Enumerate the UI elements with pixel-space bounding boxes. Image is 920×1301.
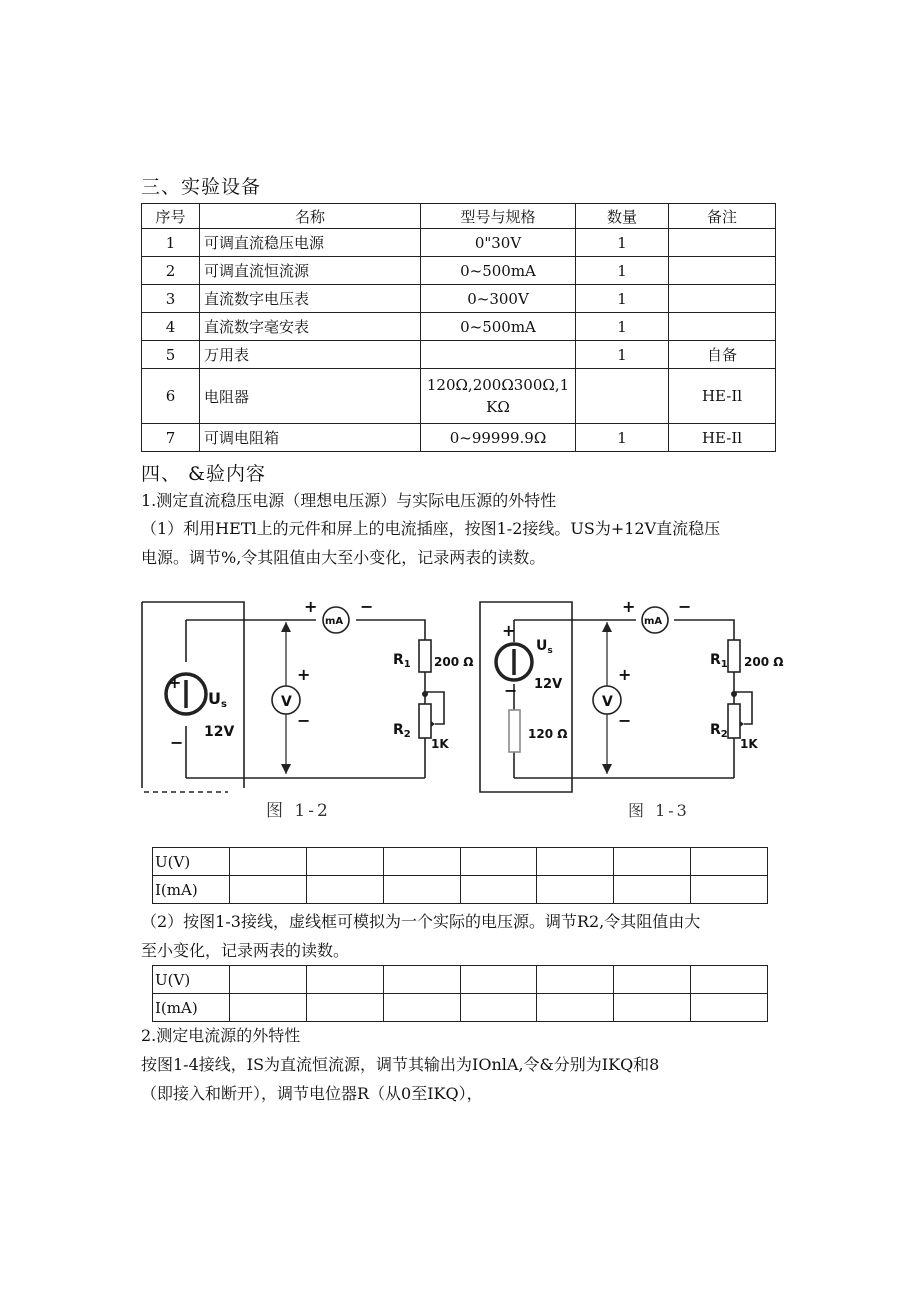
empty-cell xyxy=(537,966,614,994)
header-cell: 备注 xyxy=(669,204,776,229)
equipment-note xyxy=(669,257,776,285)
row-number: 7 xyxy=(142,424,200,452)
equipment-qty: 1 xyxy=(576,424,669,452)
item1-step1-line2: 电源。调节%,令其阻值由大至小变化，记录两表的读数。 xyxy=(141,548,546,567)
ma-plus-sign: + xyxy=(622,597,636,616)
equipment-note xyxy=(669,285,776,313)
empty-cell xyxy=(306,994,383,1022)
source-plus-sign: + xyxy=(502,621,516,640)
empty-cell xyxy=(460,848,537,876)
equipment-qty: 1 xyxy=(576,313,669,341)
equipment-note: 自备 xyxy=(669,341,776,369)
source-name: $U_s$ xyxy=(536,638,553,656)
source-value: 12V xyxy=(534,677,563,692)
source-minus-sign: − xyxy=(504,681,518,700)
source-minus-sign: − xyxy=(170,733,184,752)
empty-cell xyxy=(537,994,614,1022)
resistor-r1-symbol xyxy=(728,640,740,672)
header-cell: 序号 xyxy=(142,204,200,229)
equipment-spec xyxy=(421,341,576,369)
empty-cell xyxy=(383,848,460,876)
row-number: 2 xyxy=(142,257,200,285)
equipment-name: 万用表 xyxy=(200,341,421,369)
row-label: I(mA) xyxy=(153,876,230,904)
empty-cell xyxy=(306,966,383,994)
empty-cell xyxy=(383,966,460,994)
ma-minus-sign: − xyxy=(360,597,374,616)
table-row xyxy=(153,966,768,994)
empty-cell xyxy=(614,994,691,1022)
resistor-r2-symbol xyxy=(419,704,431,738)
row-label: U(V) xyxy=(153,848,230,876)
row-number: 3 xyxy=(142,285,200,313)
row-label: U(V) xyxy=(153,966,230,994)
header-cell: 名称 xyxy=(200,204,421,229)
empty-cell xyxy=(537,876,614,904)
row-number: 1 xyxy=(142,229,200,257)
item2-title: 2.测定电流源的外特性 xyxy=(141,1026,301,1045)
equipment-qty: 1 xyxy=(576,285,669,313)
item1-step2-line2: 至小变化，记录两表的读数。 xyxy=(141,941,350,960)
measurement-table-a xyxy=(152,847,768,904)
measurement-table-b xyxy=(152,965,768,1022)
equipment-table xyxy=(141,203,776,452)
empty-cell xyxy=(229,848,306,876)
figure-1-3-circuit xyxy=(476,592,796,824)
voltmeter-label: V xyxy=(602,694,613,710)
r2-value: 1K xyxy=(431,737,449,751)
table-row xyxy=(153,848,768,876)
item1-title: 1.测定直流稳压电源（理想电压源）与实际电压源的外特性 xyxy=(141,491,557,510)
r1-value: 200 Ω xyxy=(744,655,784,669)
r2-name: $R_2$ xyxy=(393,722,411,740)
table-row xyxy=(142,285,776,313)
empty-cell xyxy=(460,876,537,904)
empty-cell xyxy=(614,966,691,994)
empty-cell xyxy=(691,966,768,994)
empty-cell xyxy=(460,994,537,1022)
empty-cell xyxy=(691,994,768,1022)
table-row xyxy=(153,876,768,904)
empty-cell xyxy=(691,848,768,876)
v-minus-sign: − xyxy=(297,711,311,730)
empty-cell xyxy=(229,876,306,904)
equipment-spec-line: 120Ω,200Ω300Ω,1 xyxy=(426,376,570,394)
equipment-spec xyxy=(421,369,576,424)
item1-step2-line1: （2）按图1-3接线，虚线框可模拟为一个实际的电压源。调节R2,令其阻值由大 xyxy=(141,912,701,931)
item2-line2: （即接入和断开），调节电位器R（从0至IKQ）， xyxy=(141,1084,483,1103)
equipment-note xyxy=(669,229,776,257)
ma-minus-sign: − xyxy=(678,597,692,616)
empty-cell xyxy=(229,994,306,1022)
row-number: 4 xyxy=(142,313,200,341)
equipment-name: 直流数字毫安表 xyxy=(200,313,421,341)
empty-cell xyxy=(691,876,768,904)
source-name: Us xyxy=(208,689,227,710)
equipment-name: 可调直流稳压电源 xyxy=(200,229,421,257)
section-heading-content: 四、 &验内容 xyxy=(141,463,266,485)
table-row xyxy=(153,994,768,1022)
empty-cell xyxy=(383,994,460,1022)
item1-step1-line1: （1）利用HETl上的元件和屏上的电流插座，按图1-2接线。US为+12V直流稳压 xyxy=(141,519,721,538)
internal-resistor-value: 120 Ω xyxy=(528,727,568,741)
equipment-spec-line: KΩ xyxy=(486,398,510,416)
equipment-note: HE-Il xyxy=(669,424,776,452)
equipment-note xyxy=(669,313,776,341)
equipment-spec: 0~99999.9Ω xyxy=(421,424,576,452)
row-number: 6 xyxy=(142,369,200,424)
equipment-qty: 1 xyxy=(576,257,669,285)
equipment-name: 电阻器 xyxy=(200,369,421,424)
equipment-name: 可调直流恒流源 xyxy=(200,257,421,285)
v-plus-sign: + xyxy=(297,665,311,684)
empty-cell xyxy=(460,966,537,994)
r2-value: 1K xyxy=(740,737,758,751)
equipment-note: HE-Il xyxy=(669,369,776,424)
item2-line1: 按图1-4接线，IS为直流恒流源，调节其输出为IOnlA,令&分别为IKQ和8 xyxy=(141,1055,660,1074)
empty-cell xyxy=(614,848,691,876)
equipment-name: 直流数字电压表 xyxy=(200,285,421,313)
header-cell: 数量 xyxy=(576,204,669,229)
milliammeter-label: mA xyxy=(325,616,344,627)
empty-cell xyxy=(306,876,383,904)
row-number: 5 xyxy=(142,341,200,369)
table-row xyxy=(142,341,776,369)
equipment-spec: 0~500mA xyxy=(421,257,576,285)
equipment-qty: 1 xyxy=(576,341,669,369)
equipment-spec: 0"30V xyxy=(421,229,576,257)
equipment-qty: 1 xyxy=(576,229,669,257)
empty-cell xyxy=(229,966,306,994)
empty-cell xyxy=(383,876,460,904)
figure-1-2-circuit xyxy=(138,592,474,822)
r2-name: $R_2$ xyxy=(710,722,728,740)
source-value: 12V xyxy=(204,724,235,740)
r1-name: $R_1$ xyxy=(710,652,728,670)
equipment-name: 可调电阻箱 xyxy=(200,424,421,452)
equipment-spec: 0~300V xyxy=(421,285,576,313)
header-cell: 型号与规格 xyxy=(421,204,576,229)
table-row xyxy=(142,313,776,341)
milliammeter-label: mA xyxy=(644,616,663,627)
empty-cell xyxy=(306,848,383,876)
figure-1-2-caption: 图 1-2 xyxy=(266,801,331,821)
table-header-row xyxy=(142,204,776,229)
table-row xyxy=(142,257,776,285)
v-minus-sign: − xyxy=(618,711,632,730)
resistor-r2-symbol xyxy=(728,704,740,738)
internal-resistor-symbol xyxy=(509,710,520,752)
r1-value: 200 Ω xyxy=(434,655,474,669)
resistor-r1-symbol xyxy=(419,640,431,672)
v-plus-sign: + xyxy=(618,665,632,684)
r1-name: $R_1$ xyxy=(393,652,411,670)
equipment-qty xyxy=(576,369,669,424)
voltmeter-label: V xyxy=(281,694,292,710)
source-plus-sign: + xyxy=(168,673,182,692)
empty-cell xyxy=(614,876,691,904)
section-heading-equipment: 三、实验设备 xyxy=(141,176,262,198)
figure-1-3-caption: 图 1-3 xyxy=(628,801,690,820)
table-row xyxy=(142,369,776,424)
table-row xyxy=(142,424,776,452)
empty-cell xyxy=(537,848,614,876)
equipment-spec: 0~500mA xyxy=(421,313,576,341)
table-row xyxy=(142,229,776,257)
ma-plus-sign: + xyxy=(304,597,318,616)
row-label: I(mA) xyxy=(153,994,230,1022)
